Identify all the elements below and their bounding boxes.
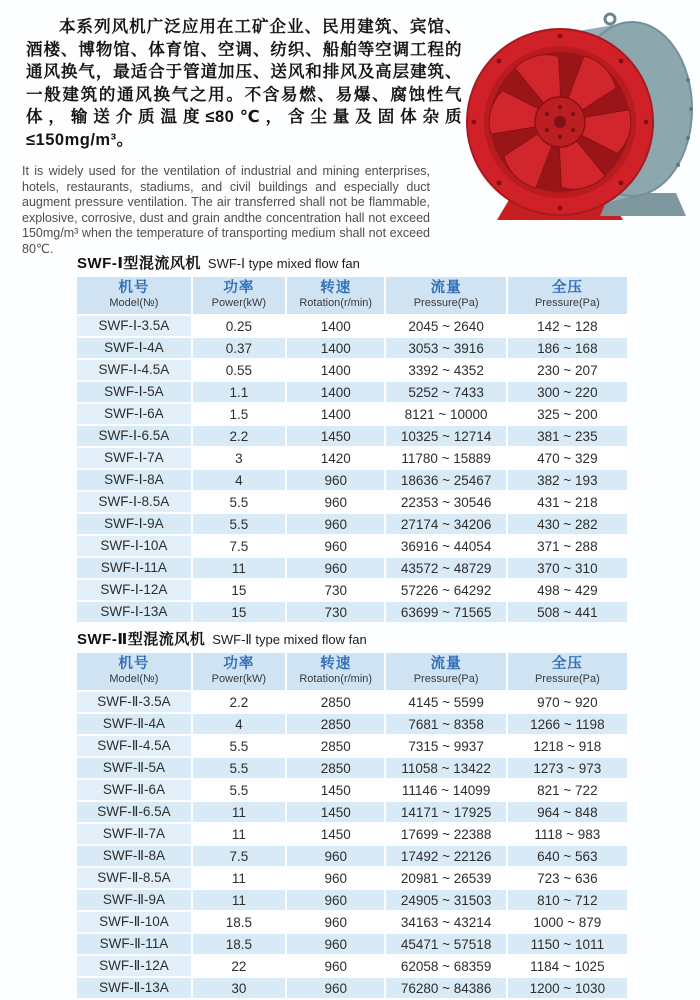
value-cell: 11	[193, 802, 285, 822]
table-row	[77, 956, 627, 976]
value-cell: 30	[193, 978, 285, 998]
value-cell: 960	[287, 470, 385, 490]
table-row	[77, 692, 627, 712]
value-cell: 960	[287, 956, 385, 976]
value-cell: 960	[287, 846, 385, 866]
value-cell: 18.5	[193, 934, 285, 954]
model-cell: SWF-Ⅱ-12A	[77, 956, 191, 976]
value-cell: 76280 ~ 84386	[386, 978, 505, 998]
value-cell: 960	[287, 492, 385, 512]
value-cell: 5.5	[193, 736, 285, 756]
model-cell: SWF-Ⅰ-10A	[77, 536, 191, 556]
value-cell: 300 ~ 220	[508, 382, 627, 402]
value-cell: 20981 ~ 26539	[386, 868, 505, 888]
value-cell: 142 ~ 128	[508, 316, 627, 336]
intro-paragraph-en: It is widely used for the ventilation of industrial and mining enterprises, hotels, restaurants, stadiums, and civil buildings and especially duct augment pressure ventilation. The air transferred shall not be flammable, explosive, corrosive, dust and grain andthe concentration hall not exceed 150mg/m³ when the temperature of transporting medium shall not exceed 80℃.	[22, 164, 430, 256]
value-cell: 27174 ~ 34206	[386, 514, 505, 534]
model-cell: SWF-Ⅱ-10A	[77, 912, 191, 932]
column-header: 转速 Rotation(r/min)	[287, 277, 385, 314]
table-row	[77, 602, 627, 622]
value-cell: 8121 ~ 10000	[386, 404, 505, 424]
column-header: 转速 Rotation(r/min)	[287, 653, 385, 690]
model-cell: SWF-Ⅱ-11A	[77, 934, 191, 954]
table-row	[77, 492, 627, 512]
value-cell: 2.2	[193, 426, 285, 446]
table-row	[77, 338, 627, 358]
model-cell: SWF-Ⅰ-5A	[77, 382, 191, 402]
value-cell: 960	[287, 890, 385, 910]
value-cell: 382 ~ 193	[508, 470, 627, 490]
value-cell: 11	[193, 558, 285, 578]
value-cell: 10325 ~ 12714	[386, 426, 505, 446]
model-cell: SWF-Ⅰ-8.5A	[77, 492, 191, 512]
value-cell: 381 ~ 235	[508, 426, 627, 446]
value-cell: 24905 ~ 31503	[386, 890, 505, 910]
table-header-row	[77, 277, 627, 314]
value-cell: 11146 ~ 14099	[386, 780, 505, 800]
value-cell: 325 ~ 200	[508, 404, 627, 424]
model-cell: SWF-Ⅰ-4A	[77, 338, 191, 358]
value-cell: 1273 ~ 973	[508, 758, 627, 778]
value-cell: 17492 ~ 22126	[386, 846, 505, 866]
value-cell: 1200 ~ 1030	[508, 978, 627, 998]
table-row	[77, 846, 627, 866]
table-row	[77, 360, 627, 380]
value-cell: 960	[287, 558, 385, 578]
value-cell: 57226 ~ 64292	[386, 580, 505, 600]
model-cell: SWF-Ⅰ-6A	[77, 404, 191, 424]
column-header: 流量 Pressure(Pa)	[386, 277, 505, 314]
column-header: 功率 Power(kW)	[193, 653, 285, 690]
value-cell: 22	[193, 956, 285, 976]
value-cell: 4	[193, 714, 285, 734]
model-cell: SWF-Ⅱ-7A	[77, 824, 191, 844]
value-cell: 3392 ~ 4352	[386, 360, 505, 380]
value-cell: 45471 ~ 57518	[386, 934, 505, 954]
model-cell: SWF-Ⅱ-6.5A	[77, 802, 191, 822]
model-cell: SWF-Ⅰ-3.5A	[77, 316, 191, 336]
value-cell: 1218 ~ 918	[508, 736, 627, 756]
spec-tables-area	[0, 254, 700, 1000]
model-cell: SWF-Ⅱ-8.5A	[77, 868, 191, 888]
value-cell: 5.5	[193, 514, 285, 534]
table-row	[77, 912, 627, 932]
value-cell: 1150 ~ 1011	[508, 934, 627, 954]
section-title-zh: SWF-Ⅰ型混流风机	[77, 255, 201, 272]
table-row	[77, 758, 627, 778]
model-cell: SWF-Ⅱ-3.5A	[77, 692, 191, 712]
value-cell: 22353 ~ 30546	[386, 492, 505, 512]
model-cell: SWF-Ⅱ-9A	[77, 890, 191, 910]
section-title-en: SWF-Ⅱ type mixed flow fan	[212, 632, 367, 647]
value-cell: 470 ~ 329	[508, 448, 627, 468]
table-row	[77, 426, 627, 446]
table-row	[77, 316, 627, 336]
model-cell: SWF-Ⅰ-4.5A	[77, 360, 191, 380]
value-cell: 810 ~ 712	[508, 890, 627, 910]
intro-text	[0, 0, 462, 258]
value-cell: 970 ~ 920	[508, 692, 627, 712]
value-cell: 370 ~ 310	[508, 558, 627, 578]
value-cell: 0.55	[193, 360, 285, 380]
value-cell: 3053 ~ 3916	[386, 338, 505, 358]
value-cell: 0.25	[193, 316, 285, 336]
value-cell: 7.5	[193, 846, 285, 866]
value-cell: 730	[287, 602, 385, 622]
spec-section	[75, 254, 629, 624]
table-row	[77, 536, 627, 556]
value-cell: 18.5	[193, 912, 285, 932]
value-cell: 5.5	[193, 758, 285, 778]
value-cell: 14171 ~ 17925	[386, 802, 505, 822]
value-cell: 2850	[287, 692, 385, 712]
value-cell: 960	[287, 536, 385, 556]
table-row	[77, 382, 627, 402]
value-cell: 508 ~ 441	[508, 602, 627, 622]
value-cell: 18636 ~ 25467	[386, 470, 505, 490]
value-cell: 1450	[287, 802, 385, 822]
column-header: 全压 Pressure(Pa)	[508, 653, 627, 690]
table-row	[77, 802, 627, 822]
value-cell: 0.37	[193, 338, 285, 358]
table-row	[77, 934, 627, 954]
table-row	[77, 890, 627, 910]
table-row	[77, 868, 627, 888]
value-cell: 2850	[287, 758, 385, 778]
value-cell: 1450	[287, 426, 385, 446]
value-cell: 960	[287, 868, 385, 888]
model-cell: SWF-Ⅰ-12A	[77, 580, 191, 600]
table-row	[77, 470, 627, 490]
value-cell: 960	[287, 514, 385, 534]
value-cell: 43572 ~ 48729	[386, 558, 505, 578]
model-cell: SWF-Ⅰ-11A	[77, 558, 191, 578]
table-row	[77, 714, 627, 734]
value-cell: 4	[193, 470, 285, 490]
value-cell: 1420	[287, 448, 385, 468]
table-row	[77, 824, 627, 844]
value-cell: 7.5	[193, 536, 285, 556]
model-cell: SWF-Ⅱ-13A	[77, 978, 191, 998]
value-cell: 964 ~ 848	[508, 802, 627, 822]
value-cell: 62058 ~ 68359	[386, 956, 505, 976]
column-header: 全压 Pressure(Pa)	[508, 277, 627, 314]
value-cell: 1400	[287, 404, 385, 424]
value-cell: 1450	[287, 824, 385, 844]
value-cell: 960	[287, 978, 385, 998]
value-cell: 1400	[287, 338, 385, 358]
section-title	[77, 630, 629, 649]
value-cell: 730	[287, 580, 385, 600]
value-cell: 498 ~ 429	[508, 580, 627, 600]
value-cell: 2850	[287, 714, 385, 734]
value-cell: 1.5	[193, 404, 285, 424]
value-cell: 34163 ~ 43214	[386, 912, 505, 932]
value-cell: 4145 ~ 5599	[386, 692, 505, 712]
value-cell: 36916 ~ 44054	[386, 536, 505, 556]
table-row	[77, 404, 627, 424]
table-row	[77, 514, 627, 534]
value-cell: 11058 ~ 13422	[386, 758, 505, 778]
value-cell: 11	[193, 868, 285, 888]
value-cell: 723 ~ 636	[508, 868, 627, 888]
column-header: 功率 Power(kW)	[193, 277, 285, 314]
table-row	[77, 736, 627, 756]
value-cell: 2850	[287, 736, 385, 756]
model-cell: SWF-Ⅱ-5A	[77, 758, 191, 778]
table-row	[77, 558, 627, 578]
column-header: 机号 Model(№)	[77, 653, 191, 690]
value-cell: 1118 ~ 983	[508, 824, 627, 844]
value-cell: 15	[193, 580, 285, 600]
spec-section	[75, 630, 629, 1000]
value-cell: 430 ~ 282	[508, 514, 627, 534]
model-cell: SWF-Ⅰ-7A	[77, 448, 191, 468]
value-cell: 230 ~ 207	[508, 360, 627, 380]
value-cell: 11	[193, 824, 285, 844]
table-row	[77, 978, 627, 998]
value-cell: 11	[193, 890, 285, 910]
value-cell: 1266 ~ 1198	[508, 714, 627, 734]
table-row	[77, 580, 627, 600]
value-cell: 1000 ~ 879	[508, 912, 627, 932]
value-cell: 1184 ~ 1025	[508, 956, 627, 976]
value-cell: 431 ~ 218	[508, 492, 627, 512]
table-row	[77, 780, 627, 800]
column-header: 流量 Pressure(Pa)	[386, 653, 505, 690]
table-row	[77, 448, 627, 468]
value-cell: 960	[287, 934, 385, 954]
model-cell: SWF-Ⅱ-4A	[77, 714, 191, 734]
mixed-flow-fan-illustration	[460, 10, 700, 222]
value-cell: 5.5	[193, 492, 285, 512]
model-cell: SWF-Ⅱ-6A	[77, 780, 191, 800]
value-cell: 1400	[287, 360, 385, 380]
fan-lifting-eye	[605, 14, 615, 24]
model-cell: SWF-Ⅰ-13A	[77, 602, 191, 622]
spec-table	[75, 651, 629, 1000]
value-cell: 186 ~ 168	[508, 338, 627, 358]
table-header-row	[77, 653, 627, 690]
section-title-en: SWF-Ⅰ type mixed flow fan	[207, 256, 360, 271]
value-cell: 3	[193, 448, 285, 468]
value-cell: 7681 ~ 8358	[386, 714, 505, 734]
value-cell: 821 ~ 722	[508, 780, 627, 800]
value-cell: 1400	[287, 316, 385, 336]
value-cell: 15	[193, 602, 285, 622]
fan-product-photo	[460, 10, 700, 222]
spec-table	[75, 275, 629, 624]
model-cell: SWF-Ⅱ-8A	[77, 846, 191, 866]
value-cell: 7315 ~ 9937	[386, 736, 505, 756]
value-cell: 17699 ~ 22388	[386, 824, 505, 844]
value-cell: 2.2	[193, 692, 285, 712]
model-cell: SWF-Ⅰ-6.5A	[77, 426, 191, 446]
section-title-zh: SWF-Ⅱ型混流风机	[77, 631, 206, 648]
value-cell: 1.1	[193, 382, 285, 402]
model-cell: SWF-Ⅱ-4.5A	[77, 736, 191, 756]
value-cell: 5.5	[193, 780, 285, 800]
value-cell: 1400	[287, 382, 385, 402]
value-cell: 1450	[287, 780, 385, 800]
model-cell: SWF-Ⅰ-9A	[77, 514, 191, 534]
value-cell: 640 ~ 563	[508, 846, 627, 866]
model-cell: SWF-Ⅰ-8A	[77, 470, 191, 490]
intro-paragraph-zh: 本系列风机广泛应用在工矿企业、民用建筑、宾馆、酒楼、博物馆、体育馆、空调、纺织、船舶等空调工程的通风换气，最适合于管道加压、送风和排风及高层建筑、一般建筑的通风换气之用。不含易燃、易爆、腐蚀性气体，输送介质温度≤80℃，含尘量及固体杂质≤150mg/m³。	[26, 18, 462, 149]
value-cell: 960	[287, 912, 385, 932]
value-cell: 63699 ~ 71565	[386, 602, 505, 622]
value-cell: 11780 ~ 15889	[386, 448, 505, 468]
value-cell: 371 ~ 288	[508, 536, 627, 556]
column-header: 机号 Model(№)	[77, 277, 191, 314]
value-cell: 5252 ~ 7433	[386, 382, 505, 402]
value-cell: 2045 ~ 2640	[386, 316, 505, 336]
intro-block	[0, 0, 700, 256]
